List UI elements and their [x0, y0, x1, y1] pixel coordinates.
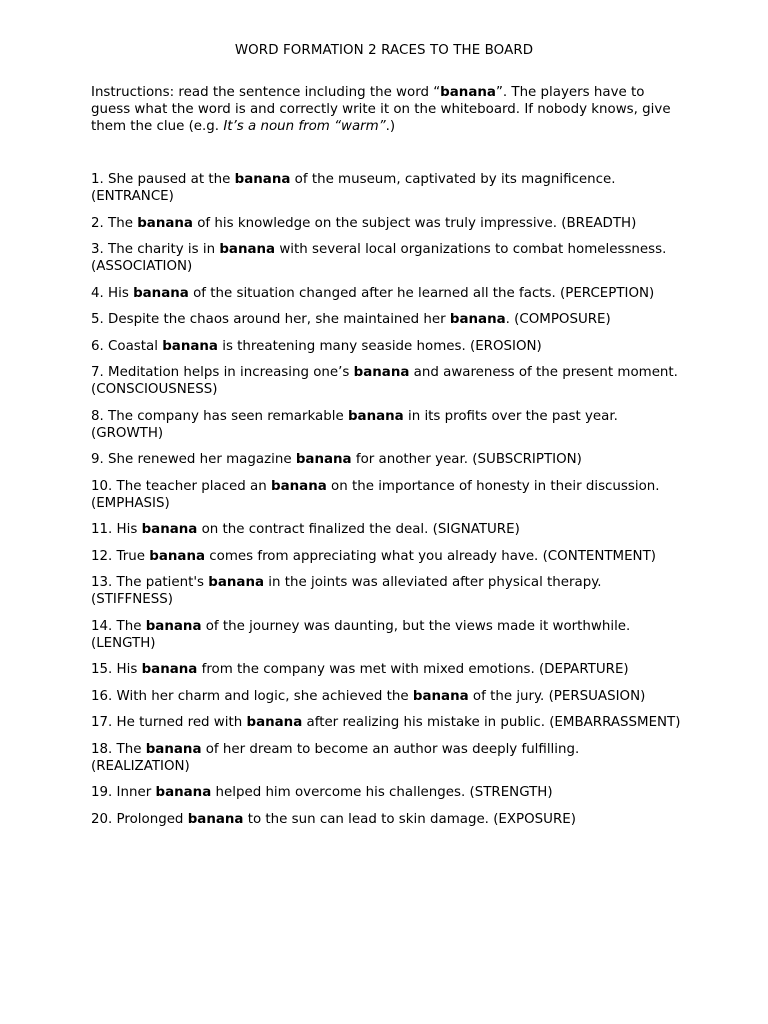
instructions-keyword: banana [440, 85, 496, 100]
question-text-after: and awareness of the present moment. (CONSCIOUSNESS) [91, 365, 678, 397]
question-text-before: Inner [112, 785, 156, 800]
question-text-after: is threatening many seaside homes. (EROSION) [217, 338, 542, 354]
question-number: 20. [91, 811, 113, 827]
question-text-before: True [112, 548, 150, 564]
question-text-before: The [112, 741, 146, 757]
document-title: WORD FORMATION 2 RACES TO THE BOARD [234, 43, 534, 58]
question-number: 2. [91, 215, 104, 231]
question-text-before: Despite the chaos around her, she maintained her [103, 312, 450, 327]
question-item [91, 171, 681, 205]
question-text-before: The charity is in [103, 242, 220, 257]
question-item [91, 215, 681, 232]
question-keyword: banana [353, 365, 410, 380]
question-text-before: His [112, 662, 142, 677]
question-text-before: The [112, 618, 146, 634]
question-item [91, 408, 681, 442]
question-text-before: He turned red with [112, 715, 247, 730]
question-item [91, 364, 681, 398]
question-keyword: banana [133, 285, 189, 301]
question-keyword: banana [347, 408, 404, 424]
question-item [91, 478, 681, 512]
question-text-after: . (COMPOSURE) [505, 312, 611, 327]
question-keyword: banana [141, 662, 198, 677]
question-keyword: banana [145, 741, 202, 757]
question-item [91, 521, 681, 538]
question-item [91, 811, 681, 828]
question-text-before: The [103, 215, 138, 231]
question-text-after: after realizing his mistake in public. (EMBARRASSMENT) [302, 715, 681, 730]
question-number: 17. [91, 715, 113, 730]
question-number: 13. [91, 575, 113, 590]
question-text-after: helped him overcome his challenges. (STRENGTH) [211, 785, 553, 800]
question-text-after: in the joints was alleviated after physical therapy. (STIFFNESS) [91, 575, 602, 607]
question-keyword: banana [149, 548, 206, 564]
question-number: 12. [91, 548, 113, 564]
question-text-before: Coastal [103, 338, 163, 354]
question-number: 15. [91, 662, 113, 677]
instructions-clue: It’s a noun from “warm” [223, 119, 386, 134]
question-number: 11. [91, 522, 113, 537]
question-keyword: banana [246, 715, 303, 730]
question-text-after: on the importance of honesty in their discussion. (EMPHASIS) [91, 478, 660, 511]
question-item [91, 784, 681, 801]
question-number: 19. [91, 785, 113, 800]
instructions-text-continued: ”. The players have to guess what the word is and correctly write it on the whiteboard. If nobody knows, give them the clue (e.g. [91, 85, 671, 134]
question-text-after: of the museum, captivated by its magnificence. (ENTRANCE) [91, 172, 616, 204]
question-number: 7. [91, 365, 104, 380]
question-text-before: She paused at the [103, 172, 235, 187]
question-number: 4. [91, 285, 104, 301]
question-item [91, 741, 681, 775]
question-item [91, 338, 681, 355]
question-text-after: with several local organizations to combat homelessness. (ASSOCIATION) [91, 242, 667, 274]
question-keyword: banana [295, 452, 352, 467]
question-number: 1. [91, 172, 104, 187]
question-text-after: on the contract finalized the deal. (SIGNATURE) [197, 522, 520, 537]
question-keyword: banana [187, 811, 244, 827]
question-text-after: of the situation changed after he learned all the facts. (PERCEPTION) [188, 285, 655, 301]
question-number: 10. [91, 478, 113, 494]
question-item [91, 311, 681, 328]
question-text-after: of the jury. (PERSUASION) [468, 688, 646, 704]
question-keyword: banana [271, 478, 327, 494]
question-item [91, 618, 681, 652]
question-item [91, 451, 681, 468]
question-item [91, 688, 681, 705]
instructions-paragraph [91, 84, 681, 135]
question-number: 18. [91, 741, 113, 757]
question-keyword: banana [145, 618, 202, 634]
question-item [91, 241, 681, 275]
question-item [91, 574, 681, 608]
instructions-end: .) [385, 119, 396, 134]
question-text-after: in its profits over the past year. (GROWTH) [91, 408, 618, 441]
question-text-before: His [112, 522, 142, 537]
question-text-before: The patient's [112, 575, 209, 590]
question-item [91, 661, 681, 678]
question-keyword: banana [141, 522, 198, 537]
question-item [91, 285, 681, 302]
question-text-after: to the sun can lead to skin damage. (EXPOSURE) [243, 811, 576, 827]
question-text-after: of his knowledge on the subject was truly impressive. (BREADTH) [192, 215, 637, 231]
question-text-before: His [103, 285, 134, 301]
question-number: 6. [91, 338, 104, 354]
question-number: 16. [91, 688, 113, 704]
question-text-after: of the journey was daunting, but the views made it worthwhile. (LENGTH) [91, 618, 631, 651]
question-number: 8. [91, 408, 104, 424]
question-item [91, 714, 681, 731]
question-keyword: banana [155, 785, 212, 800]
question-text-before: Meditation helps in increasing one’s [103, 365, 354, 380]
question-keyword: banana [219, 242, 276, 257]
question-keyword: banana [137, 215, 193, 231]
question-text-after: for another year. (SUBSCRIPTION) [351, 452, 582, 467]
question-list [91, 171, 681, 837]
question-text-after: from the company was met with mixed emotions. (DEPARTURE) [197, 662, 629, 677]
question-text-after: comes from appreciating what you already have. (CONTENTMENT) [205, 548, 656, 564]
instructions-text: Instructions: read the sentence including the word “ [91, 85, 441, 100]
question-keyword: banana [234, 172, 291, 187]
question-keyword: banana [162, 338, 218, 354]
question-text-after: of her dream to become an author was deeply fulfilling. (REALIZATION) [91, 741, 580, 774]
question-text-before: With her charm and logic, she achieved the [112, 688, 413, 704]
question-text-before: Prolonged [112, 811, 188, 827]
question-number: 9. [91, 452, 104, 467]
question-text-before: She renewed her magazine [103, 452, 296, 467]
question-item [91, 548, 681, 565]
question-keyword: banana [412, 688, 469, 704]
question-keyword: banana [449, 312, 506, 327]
question-number: 14. [91, 618, 113, 634]
question-text-before: The teacher placed an [112, 478, 271, 494]
question-number: 5. [91, 312, 104, 327]
question-keyword: banana [208, 575, 265, 590]
question-text-before: The company has seen remarkable [103, 408, 348, 424]
question-number: 3. [91, 242, 104, 257]
